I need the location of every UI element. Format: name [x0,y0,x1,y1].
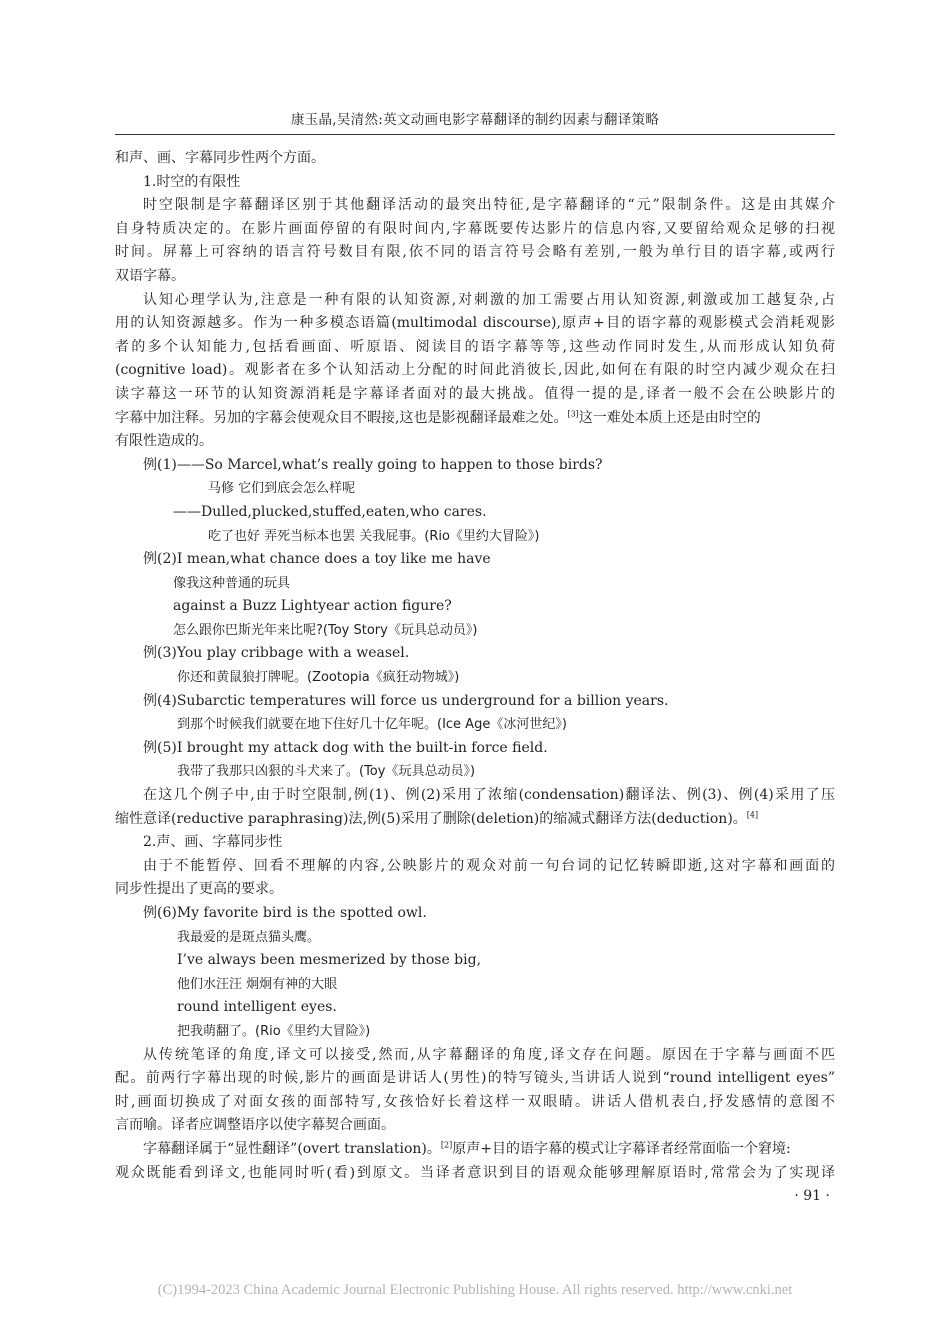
example-line: 例(1)——So Marcel,what’s really going to happen to those birds? [143,456,603,473]
text-line: 有限性造成的。 [115,433,213,450]
text-segment: 缩性意译(reductive paraphrasing)法,例(5)采用了删除(deletion)的缩减式翻译方法(deduction)。 [115,810,747,827]
text-line: 用的认知资源越多。作为一种多模态语篇(multimodal discourse),原声+目的语字幕的观影模式会消耗观影 [115,315,835,332]
text-segment: 字幕翻译属于“显性翻译”(overt translation)。 [143,1140,441,1157]
citation-ref: [3] [567,408,579,418]
copyright-footer: (C)1994-2023 China Academic Journal Electronic Publishing House. All rights reserved. http://www.cnki.net [157,1282,793,1298]
example-line: round intelligent eyes. [177,999,337,1016]
text-line: 者的多个认知能力,包括看画面、听原语、阅读目的语字幕等等,这些动作同时发生,从而形成认知负荷 [115,338,835,355]
subtitle-line: 到那个时候我们就要在地下住好几十亿年呢。(Ice Age《冰河世纪》) [177,717,567,733]
example-line: against a Buzz Lightyear action figure? [173,598,452,615]
text-line: 观众既能看到译文,也能同时听(看)到原文。当译者意识到目的语观众能够理解原语时,常常会为了实现译 [115,1164,835,1181]
example-line: ——Dulled,plucked,stuffed,eaten,who cares. [173,503,487,520]
text-line: 从传统笔译的角度,译文可以接受,然而,从字幕翻译的角度,译文存在问题。原因在于字幕与画面不匹 [143,1046,835,1063]
text-line: 读字幕这一环节的认知资源消耗是字幕译者面对的最大挑战。值得一提的是,译者一般不会在公映影片的 [115,385,835,402]
subtitle-line: 我带了我那只凶狠的斗犬来了。(Toy《玩具总动员》) [177,764,476,780]
text-line: 在这几个例子中,由于时空限制,例(1)、例(2)采用了浓缩(condensation)翻译法、例(3)、例(4)采用了压 [143,787,835,804]
subtitle-line: 马修 它们到底会怎么样呢 [208,481,356,497]
example-line: I’ve always been mesmerized by those big, [177,952,482,969]
header-rule [115,134,835,135]
text-line: 双语字幕。 [115,267,185,284]
subtitle-line: 把我萌翻了。(Rio《里约大冒险》) [177,1023,371,1039]
text-line: 时空限制是字幕翻译区别于其他翻译活动的最突出特征,是字幕翻译的“元”限制条件。这是由其媒介 [143,197,835,214]
subtitle-line: 我最爱的是斑点猫头鹰。 [177,929,321,945]
subtitle-line: 他们水汪汪 炯炯有神的大眼 [177,976,338,992]
text-line [115,808,835,832]
text-line: 认知心理学认为,注意是一种有限的认知资源,对刺激的加工需要占用认知资源,刺激或加工越复杂,占 [143,291,835,308]
page-number: · 91 · [794,1188,830,1204]
text-line: 同步性提出了更高的要求。 [115,881,283,898]
text-line [115,407,835,431]
subtitle-line: 吃了也好 弄死当标本也罢 关我屁事。(Rio《里约大冒险》) [208,528,540,544]
section-heading: 1.时空的有限性 [143,173,241,190]
running-header: 康玉晶,吴清然:英文动画电影字幕翻译的制约因素与翻译策略 [290,112,660,128]
citation-ref: [4] [746,809,759,819]
example-line: 例(5)I brought my attack dog with the built-in force field. [143,739,548,756]
text-segment: 原声+目的语字幕的模式让字幕译者经常面临一个窘境: [452,1140,791,1157]
text-segment: 字幕中加注释。另加的字幕会使观众目不暇接,这也是影视翻译最难之处。 [115,409,568,426]
text-line: 时,画面切换成了对面女孩的面部特写,女孩恰好长着这样一双眼睛。讲话人借机表白,抒发感情的意图不 [115,1093,835,1110]
text-line: 言而喻。译者应调整语序以使字幕契合画面。 [115,1117,395,1134]
text-line: 时间。屏幕上可容纳的语言符号数目有限,依不同的语言符号会略有差别,一般为单行目的语字幕,或两行 [115,244,835,261]
subtitle-line: 怎么跟你巴斯光年来比呢?(Toy Story《玩具总动员》) [173,622,478,638]
text-line: 由于不能暂停、回看不理解的内容,公映影片的观众对前一句台词的记忆转瞬即逝,这对字幕和画面的 [143,857,835,874]
text-line [115,1138,835,1162]
example-line: 例(6)My favorite bird is the spotted owl. [143,905,427,921]
example-line: 例(3)You play cribbage with a weasel. [143,645,410,662]
article-body [115,147,835,1185]
text-line: 自身特质决定的。在影片画面停留的有限时间内,字幕既要传达影片的信息内容,又要留给观众足够的扫视 [115,220,835,237]
text-line: (cognitive load)。观影者在多个认知活动上分配的时间此消彼长,因此,如何在有限的时空内减少观众在扫 [115,362,835,379]
text-line: 和声、画、字幕同步性两个方面。 [115,150,325,166]
text-line: 配。前两行字幕出现的时候,影片的画面是讲话人(男性)的特写镜头,当讲话人说到“round intelligent eyes” [115,1070,835,1087]
section-heading: 2.声、画、字幕同步性 [143,834,283,851]
example-line: 例(4)Subarctic temperatures will force us underground for a billion years. [143,692,669,709]
subtitle-line: 你还和黄鼠狼打牌呢。(Zootopia《疯狂动物城》) [177,670,460,686]
example-line: 例(2)I mean,what chance does a toy like me have [143,551,491,568]
citation-ref: [2] [440,1140,453,1150]
subtitle-line: 像我这种普通的玩具 [173,575,291,591]
text-segment: 这一难处本质上还是由时空的 [578,409,761,426]
